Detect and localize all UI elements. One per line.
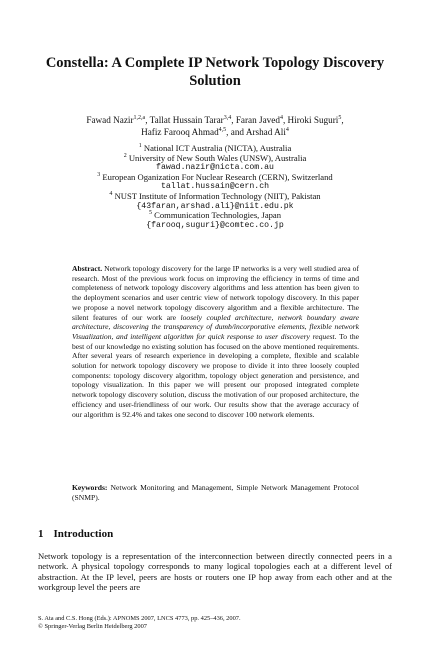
affiliation-sup: 1 [138, 143, 142, 150]
affiliation-sup: 5 [148, 210, 152, 217]
abstract-text: . To the best of our knowledge no existing solution has focused on the above mentioned requirements. After several years of research experience in developing a complete, flexible and scalable solution for network topology discovery we propose to divide it into three loosely coupled components: topology discovery algorithm, topology object generation and persistence, and topology visualization. In this paper we will present our proposed integrated complete network topology discovery solution, discuss the motivation of our proposed architecture, the efficiency and user-friendliness of our work. Our results show that the average accuracy of our algorithm is 92.4% and takes one second to discover 100 network elements. [72, 331, 359, 419]
title-line: Constella: A Complete IP Network Topology Discovery [45, 55, 385, 71]
footer-line: S. Ata and C.S. Hong (Eds.): APNOMS 2007, LNCS 4773, pp. 425–436, 2007. [38, 615, 241, 622]
keywords-text: Network Monitoring and Management, Simple Network Management Protocol (SNMP). [72, 483, 359, 502]
title-line: Solution [189, 73, 241, 89]
author-name: , Faran Javed [231, 115, 280, 125]
author-name: Hafiz Farooq Ahmad [141, 127, 219, 137]
author-affil-sup: 4 [285, 126, 289, 133]
affiliation [40, 192, 390, 202]
affiliation-email: {43faran,arshad.ali}@niit.edu.pk [136, 201, 294, 211]
body-paragraph: Network topology is a representation of the interconnection between directly connected peers in a network. A physical topology corresponds to many logical topologies each at a different level of abstraction. At the IP level, peers are hosts or routers one IP hop away from each other and at the workgroup level the peers are [38, 551, 392, 592]
affiliation-list [40, 144, 390, 230]
abstract [72, 264, 359, 419]
section-heading [38, 528, 113, 540]
author-line [40, 114, 390, 126]
author-name: , Hiroki Suguri [282, 115, 339, 125]
author-affil-sup: 4,5 [218, 126, 227, 133]
author-name: , [341, 115, 344, 125]
affiliation-email: {farooq,suguri}@comtec.co.jp [146, 220, 284, 230]
footer-line: © Springer-Verlag Berlin Heidelberg 2007 [38, 622, 147, 630]
affiliation-text: Communication Technologies, Japan [154, 210, 282, 221]
author-affil-sup: 4 [279, 114, 283, 121]
affiliation-sup: 3 [97, 171, 101, 178]
abstract-text: Network topology discovery for the large IP networks is a very well studied area of research. Most of the previous work focus on improving the efficiency in terms of time and completeness of network topology discovery algorithms and less attention has been given to the deployment scenarios and user centric view of network topology discovery. In this paper we propose a novel network topology discovery algorithm and a flexible architecture. The silent features of our work are [72, 264, 359, 322]
affiliation-sup: 4 [109, 191, 113, 198]
author-name: Fawad Nazir [86, 115, 134, 125]
affiliation [40, 173, 390, 183]
author-list [40, 114, 390, 138]
section-title: Introduction [53, 528, 114, 540]
affiliation-sup: 2 [123, 152, 127, 159]
affiliation-email: tallat.hussain@cern.ch [160, 182, 270, 192]
author-affil-sup: 3,4 [223, 114, 232, 121]
affiliation [40, 211, 390, 221]
paper-title [30, 54, 400, 90]
affiliation-text: NUST Institute of Information Technology (NIIT), Pakistan [114, 190, 321, 201]
abstract-emphasis: loosely coupled architecture, network boundary aware architecture, discovering the transparency of dumb/incorporative elements, flexible network Visualization, and intelligent algorithm for quick response to user discovery request [72, 312, 360, 341]
page-footer [38, 615, 241, 630]
section-number: 1 [38, 528, 44, 540]
author-affil-sup: 1,2,a [133, 114, 146, 121]
affiliation [40, 154, 390, 164]
author-line [40, 126, 390, 138]
author-affil-sup: 5 [338, 114, 342, 121]
affiliation-email: fawad.nazir@nicta.com.au [156, 163, 274, 173]
keywords [72, 483, 359, 502]
affiliation-text: University of New South Wales (UNSW), Australia [128, 152, 307, 163]
affiliation-text: National ICT Australia (NICTA), Australia [143, 143, 292, 153]
abstract-label: Abstract. [72, 264, 103, 273]
author-name: , Tallat Hussain Tarar [145, 115, 224, 125]
author-name: , and Arshad Ali [226, 127, 286, 137]
keywords-label: Keywords: [72, 483, 108, 492]
affiliation-text: European Oganization For Nuclear Research (CERN), Switzerland [102, 171, 333, 182]
